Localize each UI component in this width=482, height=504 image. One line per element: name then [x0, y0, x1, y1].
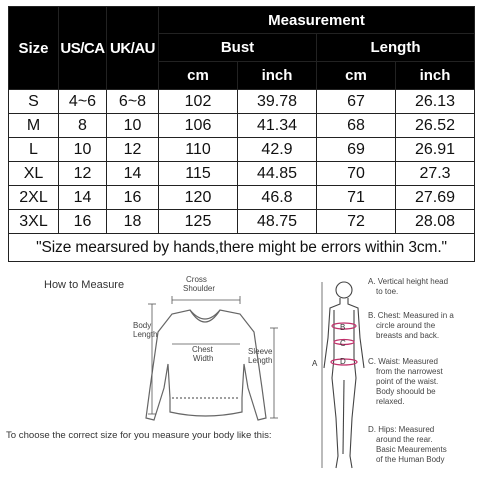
cell-us-ca: 8	[59, 114, 107, 138]
cell-size: 3XL	[9, 210, 59, 234]
cell-bust-cm: 110	[159, 138, 238, 162]
cell-us-ca: 16	[59, 210, 107, 234]
cell-length-inch: 27.69	[396, 186, 475, 210]
body-length-label-1: Body	[133, 321, 152, 330]
cell-length-inch: 27.3	[396, 162, 475, 186]
header-length: Length	[317, 34, 475, 62]
cell-size: S	[9, 90, 59, 114]
cell-size: XL	[9, 162, 59, 186]
note-d-line-3: Basic Meaurements	[376, 445, 447, 454]
point-a-label: A	[312, 359, 318, 368]
cell-us-ca: 14	[59, 186, 107, 210]
cell-bust-cm: 102	[159, 90, 238, 114]
point-d-label: D	[340, 357, 346, 366]
sweater-illustration	[146, 310, 266, 420]
cell-length-cm: 68	[317, 114, 396, 138]
cell-size: L	[9, 138, 59, 162]
cell-size: 2XL	[9, 186, 59, 210]
point-c-label: C	[340, 339, 346, 348]
table-row	[9, 210, 475, 234]
chest-width-label-2: Width	[193, 354, 214, 363]
cell-length-cm: 67	[317, 90, 396, 114]
header-length-cm: cm	[317, 62, 396, 90]
table-row	[9, 186, 475, 210]
measurement-note: "Size mearsured by hands,there might be errors within 3cm."	[9, 234, 475, 262]
cell-length-cm: 70	[317, 162, 396, 186]
cell-bust-inch: 46.8	[238, 186, 317, 210]
cross-shoulder-label-2: Shoulder	[183, 284, 216, 293]
table-row	[9, 90, 475, 114]
cell-bust-cm: 120	[159, 186, 238, 210]
cell-length-inch: 26.52	[396, 114, 475, 138]
body-length-label-2: Length	[133, 330, 158, 339]
note-c-line-4: Body shoould be	[376, 387, 436, 396]
cell-uk-au: 18	[107, 210, 159, 234]
chest-width-label-1: Chest	[192, 345, 213, 354]
cell-bust-cm: 106	[159, 114, 238, 138]
body-figure	[324, 282, 364, 468]
sleeve-length-label-2: Length	[248, 356, 273, 365]
cell-bust-inch: 44.85	[238, 162, 317, 186]
cell-bust-inch: 42.9	[238, 138, 317, 162]
sleeve-length-label-1: Sleeve	[248, 347, 273, 356]
header-bust: Bust	[159, 34, 317, 62]
note-d-line-4: of the Human Body	[376, 455, 445, 464]
header-measurement: Measurement	[159, 7, 475, 34]
cell-size: M	[9, 114, 59, 138]
cell-uk-au: 14	[107, 162, 159, 186]
guide-instruction: To choose the correct size for you measure your body like this:	[6, 430, 272, 441]
header-length-inch: inch	[396, 62, 475, 90]
note-c-line-5: relaxed.	[376, 397, 405, 406]
note-c-line-3: point of the waist.	[376, 377, 439, 386]
cell-us-ca: 12	[59, 162, 107, 186]
cell-uk-au: 10	[107, 114, 159, 138]
cell-length-cm: 72	[317, 210, 396, 234]
cell-us-ca: 10	[59, 138, 107, 162]
header-uk-au: UK/AU	[107, 7, 159, 90]
measuring-guide	[0, 268, 482, 504]
note-a-line-2: to toe.	[376, 287, 399, 296]
header-size: Size	[9, 7, 59, 90]
cell-length-inch: 28.08	[396, 210, 475, 234]
cell-bust-inch: 39.78	[238, 90, 317, 114]
note-c-line-2: from the narrowest	[376, 367, 443, 376]
note-a-line-1: A. Vertical height head	[368, 277, 449, 286]
cell-uk-au: 6~8	[107, 90, 159, 114]
note-b-line-2: circle around the	[376, 321, 436, 330]
measure-notes	[368, 277, 454, 464]
cell-length-cm: 69	[317, 138, 396, 162]
cell-bust-inch: 48.75	[238, 210, 317, 234]
cell-uk-au: 16	[107, 186, 159, 210]
cell-length-inch: 26.13	[396, 90, 475, 114]
table-row	[9, 114, 475, 138]
cross-shoulder-label-1: Cross	[186, 275, 207, 284]
cell-us-ca: 4~6	[59, 90, 107, 114]
note-d-line-2: around the rear.	[376, 435, 433, 444]
header-us-ca: US/CA	[59, 7, 107, 90]
note-d-line-1: D. Hips: Measured	[368, 425, 435, 434]
table-row	[9, 138, 475, 162]
note-c-line-1: C. Waist: Measured	[368, 357, 438, 366]
guide-title: How to Measure	[44, 279, 125, 291]
cross-shoulder-arrow	[172, 296, 240, 304]
sleeve-length-arrow	[270, 328, 278, 418]
header-bust-inch: inch	[238, 62, 317, 90]
size-chart-table	[8, 6, 475, 262]
cell-bust-cm: 125	[159, 210, 238, 234]
cell-length-cm: 71	[317, 186, 396, 210]
cell-length-inch: 26.91	[396, 138, 475, 162]
header-bust-cm: cm	[159, 62, 238, 90]
cell-bust-inch: 41.34	[238, 114, 317, 138]
cell-bust-cm: 115	[159, 162, 238, 186]
note-b-line-3: breasts and back.	[376, 331, 440, 340]
point-b-label: B	[340, 323, 346, 332]
cell-uk-au: 12	[107, 138, 159, 162]
table-row	[9, 162, 475, 186]
note-b-line-1: B. Chest: Measured in a	[368, 311, 454, 320]
